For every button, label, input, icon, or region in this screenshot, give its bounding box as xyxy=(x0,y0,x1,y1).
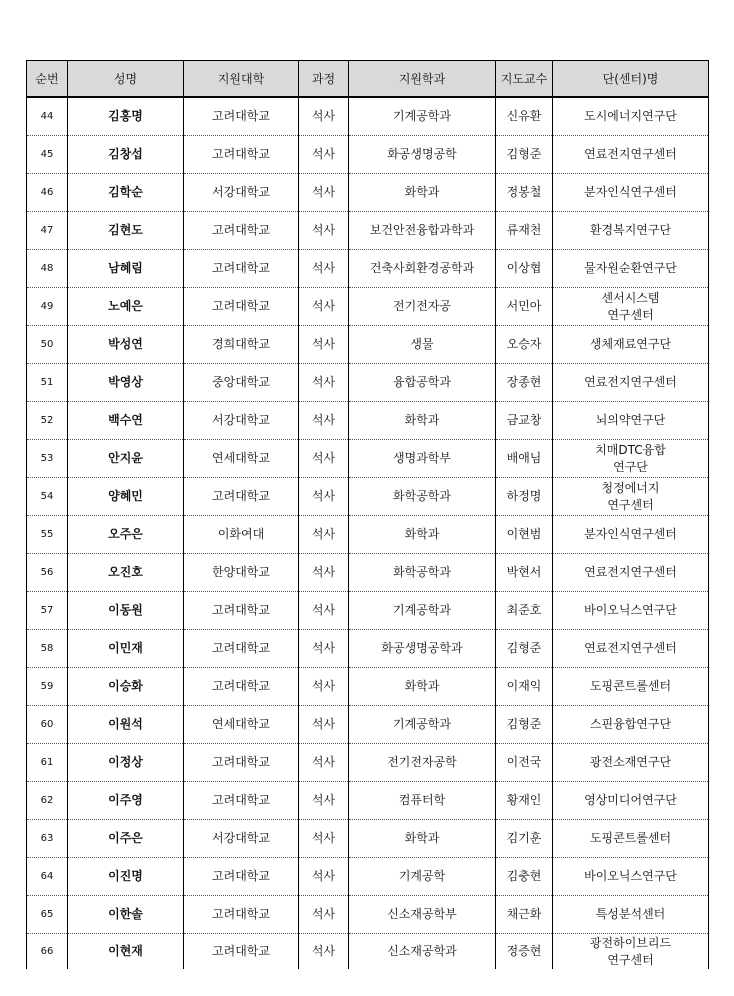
cell-university: 연세대학교 xyxy=(184,440,299,478)
cell-department: 생물 xyxy=(349,326,496,364)
cell-no: 61 xyxy=(27,744,68,782)
cell-university: 서강대학교 xyxy=(184,174,299,212)
cell-advisor: 박현서 xyxy=(496,554,553,592)
header-department: 지원학과 xyxy=(349,61,496,98)
cell-course: 석사 xyxy=(299,516,349,554)
cell-university: 고려대학교 xyxy=(184,288,299,326)
cell-course: 석사 xyxy=(299,744,349,782)
cell-department: 기계공학과 xyxy=(349,592,496,630)
cell-name: 남혜림 xyxy=(68,250,184,288)
cell-department: 화공생명공학과 xyxy=(349,630,496,668)
cell-department: 화학과 xyxy=(349,174,496,212)
table-row xyxy=(27,706,709,744)
cell-advisor: 서민아 xyxy=(496,288,553,326)
cell-center: 환경복지연구단 xyxy=(553,212,709,250)
cell-course: 석사 xyxy=(299,364,349,402)
table-row xyxy=(27,896,709,934)
cell-center: 연료전지연구센터 xyxy=(553,136,709,174)
cell-name: 김현도 xyxy=(68,212,184,250)
table-header xyxy=(27,61,709,98)
cell-no: 66 xyxy=(27,934,68,970)
cell-department: 생명과학부 xyxy=(349,440,496,478)
cell-course: 석사 xyxy=(299,97,349,136)
cell-university: 고려대학교 xyxy=(184,896,299,934)
cell-no: 57 xyxy=(27,592,68,630)
cell-no: 56 xyxy=(27,554,68,592)
cell-university: 연세대학교 xyxy=(184,706,299,744)
cell-course: 석사 xyxy=(299,440,349,478)
cell-advisor: 채근화 xyxy=(496,896,553,934)
cell-university: 서강대학교 xyxy=(184,402,299,440)
cell-name: 박영상 xyxy=(68,364,184,402)
cell-name: 박성연 xyxy=(68,326,184,364)
cell-course: 석사 xyxy=(299,592,349,630)
cell-name: 백수연 xyxy=(68,402,184,440)
cell-no: 55 xyxy=(27,516,68,554)
cell-course: 석사 xyxy=(299,288,349,326)
cell-advisor: 김충현 xyxy=(496,858,553,896)
cell-course: 석사 xyxy=(299,212,349,250)
cell-course: 석사 xyxy=(299,706,349,744)
cell-department: 기계공학과 xyxy=(349,97,496,136)
cell-advisor: 정증현 xyxy=(496,934,553,970)
cell-center: 도핑콘트롤센터 xyxy=(553,668,709,706)
cell-no: 50 xyxy=(27,326,68,364)
cell-university: 경희대학교 xyxy=(184,326,299,364)
cell-name: 양혜민 xyxy=(68,478,184,516)
cell-center: 생체재료연구단 xyxy=(553,326,709,364)
cell-name: 안지윤 xyxy=(68,440,184,478)
cell-advisor: 황재인 xyxy=(496,782,553,820)
table-row xyxy=(27,630,709,668)
header-no: 순번 xyxy=(27,61,68,98)
cell-university: 고려대학교 xyxy=(184,136,299,174)
cell-name: 오진호 xyxy=(68,554,184,592)
cell-advisor: 김기훈 xyxy=(496,820,553,858)
header-course: 과정 xyxy=(299,61,349,98)
cell-center: 연료전지연구센터 xyxy=(553,554,709,592)
table-row xyxy=(27,516,709,554)
cell-advisor: 배애님 xyxy=(496,440,553,478)
cell-no: 60 xyxy=(27,706,68,744)
cell-course: 석사 xyxy=(299,782,349,820)
cell-advisor: 오승자 xyxy=(496,326,553,364)
cell-department: 신소재공학부 xyxy=(349,896,496,934)
cell-no: 49 xyxy=(27,288,68,326)
cell-no: 52 xyxy=(27,402,68,440)
cell-name: 이진명 xyxy=(68,858,184,896)
cell-center: 분자인식연구센터 xyxy=(553,516,709,554)
cell-department: 화학공학과 xyxy=(349,478,496,516)
cell-no: 48 xyxy=(27,250,68,288)
cell-advisor: 김형준 xyxy=(496,706,553,744)
table-row xyxy=(27,782,709,820)
cell-no: 51 xyxy=(27,364,68,402)
cell-center: 물자원순환연구단 xyxy=(553,250,709,288)
applicant-table xyxy=(26,60,709,969)
applicant-table-sheet xyxy=(26,60,708,969)
cell-advisor: 이전국 xyxy=(496,744,553,782)
cell-center: 바이오닉스연구단 xyxy=(553,858,709,896)
cell-university: 고려대학교 xyxy=(184,97,299,136)
cell-no: 59 xyxy=(27,668,68,706)
cell-course: 석사 xyxy=(299,174,349,212)
cell-center: 연료전지연구센터 xyxy=(553,364,709,402)
cell-no: 58 xyxy=(27,630,68,668)
cell-course: 석사 xyxy=(299,402,349,440)
header-advisor: 지도교수 xyxy=(496,61,553,98)
cell-no: 45 xyxy=(27,136,68,174)
table-row xyxy=(27,478,709,516)
cell-course: 석사 xyxy=(299,630,349,668)
cell-university: 서강대학교 xyxy=(184,820,299,858)
cell-name: 노예은 xyxy=(68,288,184,326)
table-row xyxy=(27,934,709,970)
cell-advisor: 하정명 xyxy=(496,478,553,516)
cell-center: 뇌의약연구단 xyxy=(553,402,709,440)
cell-advisor: 최준호 xyxy=(496,592,553,630)
cell-department: 화학과 xyxy=(349,516,496,554)
table-row xyxy=(27,250,709,288)
table-row xyxy=(27,744,709,782)
cell-center: 영상미디어연구단 xyxy=(553,782,709,820)
cell-course: 석사 xyxy=(299,326,349,364)
cell-university: 이화여대 xyxy=(184,516,299,554)
cell-department: 컴퓨터학 xyxy=(349,782,496,820)
cell-advisor: 정봉철 xyxy=(496,174,553,212)
cell-department: 기계공학 xyxy=(349,858,496,896)
cell-name: 이동원 xyxy=(68,592,184,630)
cell-name: 오주은 xyxy=(68,516,184,554)
cell-name: 이현재 xyxy=(68,934,184,970)
cell-department: 화학공학과 xyxy=(349,554,496,592)
cell-course: 석사 xyxy=(299,668,349,706)
cell-advisor: 장종현 xyxy=(496,364,553,402)
table-row xyxy=(27,97,709,136)
cell-advisor: 신유환 xyxy=(496,97,553,136)
cell-advisor: 류재천 xyxy=(496,212,553,250)
table-row xyxy=(27,440,709,478)
table-row xyxy=(27,136,709,174)
cell-university: 고려대학교 xyxy=(184,782,299,820)
table-row xyxy=(27,668,709,706)
cell-course: 석사 xyxy=(299,250,349,288)
cell-department: 화공생명공학 xyxy=(349,136,496,174)
cell-department: 기계공학과 xyxy=(349,706,496,744)
cell-center: 특성분석센터 xyxy=(553,896,709,934)
cell-name: 이민재 xyxy=(68,630,184,668)
cell-university: 고려대학교 xyxy=(184,668,299,706)
header-center: 단(센터)명 xyxy=(553,61,709,98)
cell-advisor: 이재익 xyxy=(496,668,553,706)
cell-name: 김창섭 xyxy=(68,136,184,174)
table-row xyxy=(27,364,709,402)
cell-name: 김홍명 xyxy=(68,97,184,136)
cell-department: 신소재공학과 xyxy=(349,934,496,970)
cell-center: 청정에너지 연구센터 xyxy=(553,478,709,516)
cell-name: 김학순 xyxy=(68,174,184,212)
header-university: 지원대학 xyxy=(184,61,299,98)
header-name: 성명 xyxy=(68,61,184,98)
cell-center: 광전하이브리드 연구센터 xyxy=(553,934,709,970)
cell-course: 석사 xyxy=(299,136,349,174)
cell-center: 바이오닉스연구단 xyxy=(553,592,709,630)
cell-advisor: 금교창 xyxy=(496,402,553,440)
cell-department: 전기전자공학 xyxy=(349,744,496,782)
cell-university: 고려대학교 xyxy=(184,858,299,896)
cell-course: 석사 xyxy=(299,820,349,858)
cell-no: 64 xyxy=(27,858,68,896)
cell-department: 보건안전융합과학과 xyxy=(349,212,496,250)
table-row xyxy=(27,592,709,630)
cell-department: 화학과 xyxy=(349,668,496,706)
cell-university: 고려대학교 xyxy=(184,744,299,782)
cell-university: 고려대학교 xyxy=(184,592,299,630)
cell-no: 62 xyxy=(27,782,68,820)
cell-course: 석사 xyxy=(299,554,349,592)
cell-university: 고려대학교 xyxy=(184,212,299,250)
cell-center: 분자인식연구센터 xyxy=(553,174,709,212)
table-body xyxy=(27,97,709,969)
table-row xyxy=(27,820,709,858)
cell-advisor: 이현범 xyxy=(496,516,553,554)
cell-center: 센서시스템 연구센터 xyxy=(553,288,709,326)
cell-department: 화학과 xyxy=(349,820,496,858)
cell-university: 한양대학교 xyxy=(184,554,299,592)
cell-center: 광전소재연구단 xyxy=(553,744,709,782)
cell-no: 47 xyxy=(27,212,68,250)
table-row xyxy=(27,554,709,592)
cell-no: 44 xyxy=(27,97,68,136)
cell-department: 융합공학과 xyxy=(349,364,496,402)
cell-name: 이정상 xyxy=(68,744,184,782)
table-row xyxy=(27,174,709,212)
cell-center: 스핀융합연구단 xyxy=(553,706,709,744)
cell-course: 석사 xyxy=(299,896,349,934)
table-row xyxy=(27,212,709,250)
cell-university: 고려대학교 xyxy=(184,934,299,970)
cell-advisor: 김형준 xyxy=(496,630,553,668)
cell-no: 65 xyxy=(27,896,68,934)
table-row xyxy=(27,326,709,364)
table-row xyxy=(27,288,709,326)
cell-name: 이주은 xyxy=(68,820,184,858)
table-row xyxy=(27,858,709,896)
cell-university: 중앙대학교 xyxy=(184,364,299,402)
cell-university: 고려대학교 xyxy=(184,630,299,668)
cell-department: 건축사회환경공학과 xyxy=(349,250,496,288)
cell-department: 전기전자공 xyxy=(349,288,496,326)
cell-course: 석사 xyxy=(299,934,349,970)
cell-center: 도핑콘트롤센터 xyxy=(553,820,709,858)
cell-no: 53 xyxy=(27,440,68,478)
cell-no: 46 xyxy=(27,174,68,212)
cell-name: 이주영 xyxy=(68,782,184,820)
cell-department: 화학과 xyxy=(349,402,496,440)
cell-advisor: 이상협 xyxy=(496,250,553,288)
cell-name: 이한솔 xyxy=(68,896,184,934)
cell-no: 54 xyxy=(27,478,68,516)
cell-no: 63 xyxy=(27,820,68,858)
cell-course: 석사 xyxy=(299,478,349,516)
cell-name: 이승화 xyxy=(68,668,184,706)
cell-center: 치매DTC융합 연구단 xyxy=(553,440,709,478)
cell-university: 고려대학교 xyxy=(184,478,299,516)
cell-center: 도시에너지연구단 xyxy=(553,97,709,136)
cell-name: 이원석 xyxy=(68,706,184,744)
cell-center: 연료전지연구센터 xyxy=(553,630,709,668)
cell-university: 고려대학교 xyxy=(184,250,299,288)
header-row xyxy=(27,61,709,98)
table-row xyxy=(27,402,709,440)
cell-course: 석사 xyxy=(299,858,349,896)
cell-advisor: 김형준 xyxy=(496,136,553,174)
